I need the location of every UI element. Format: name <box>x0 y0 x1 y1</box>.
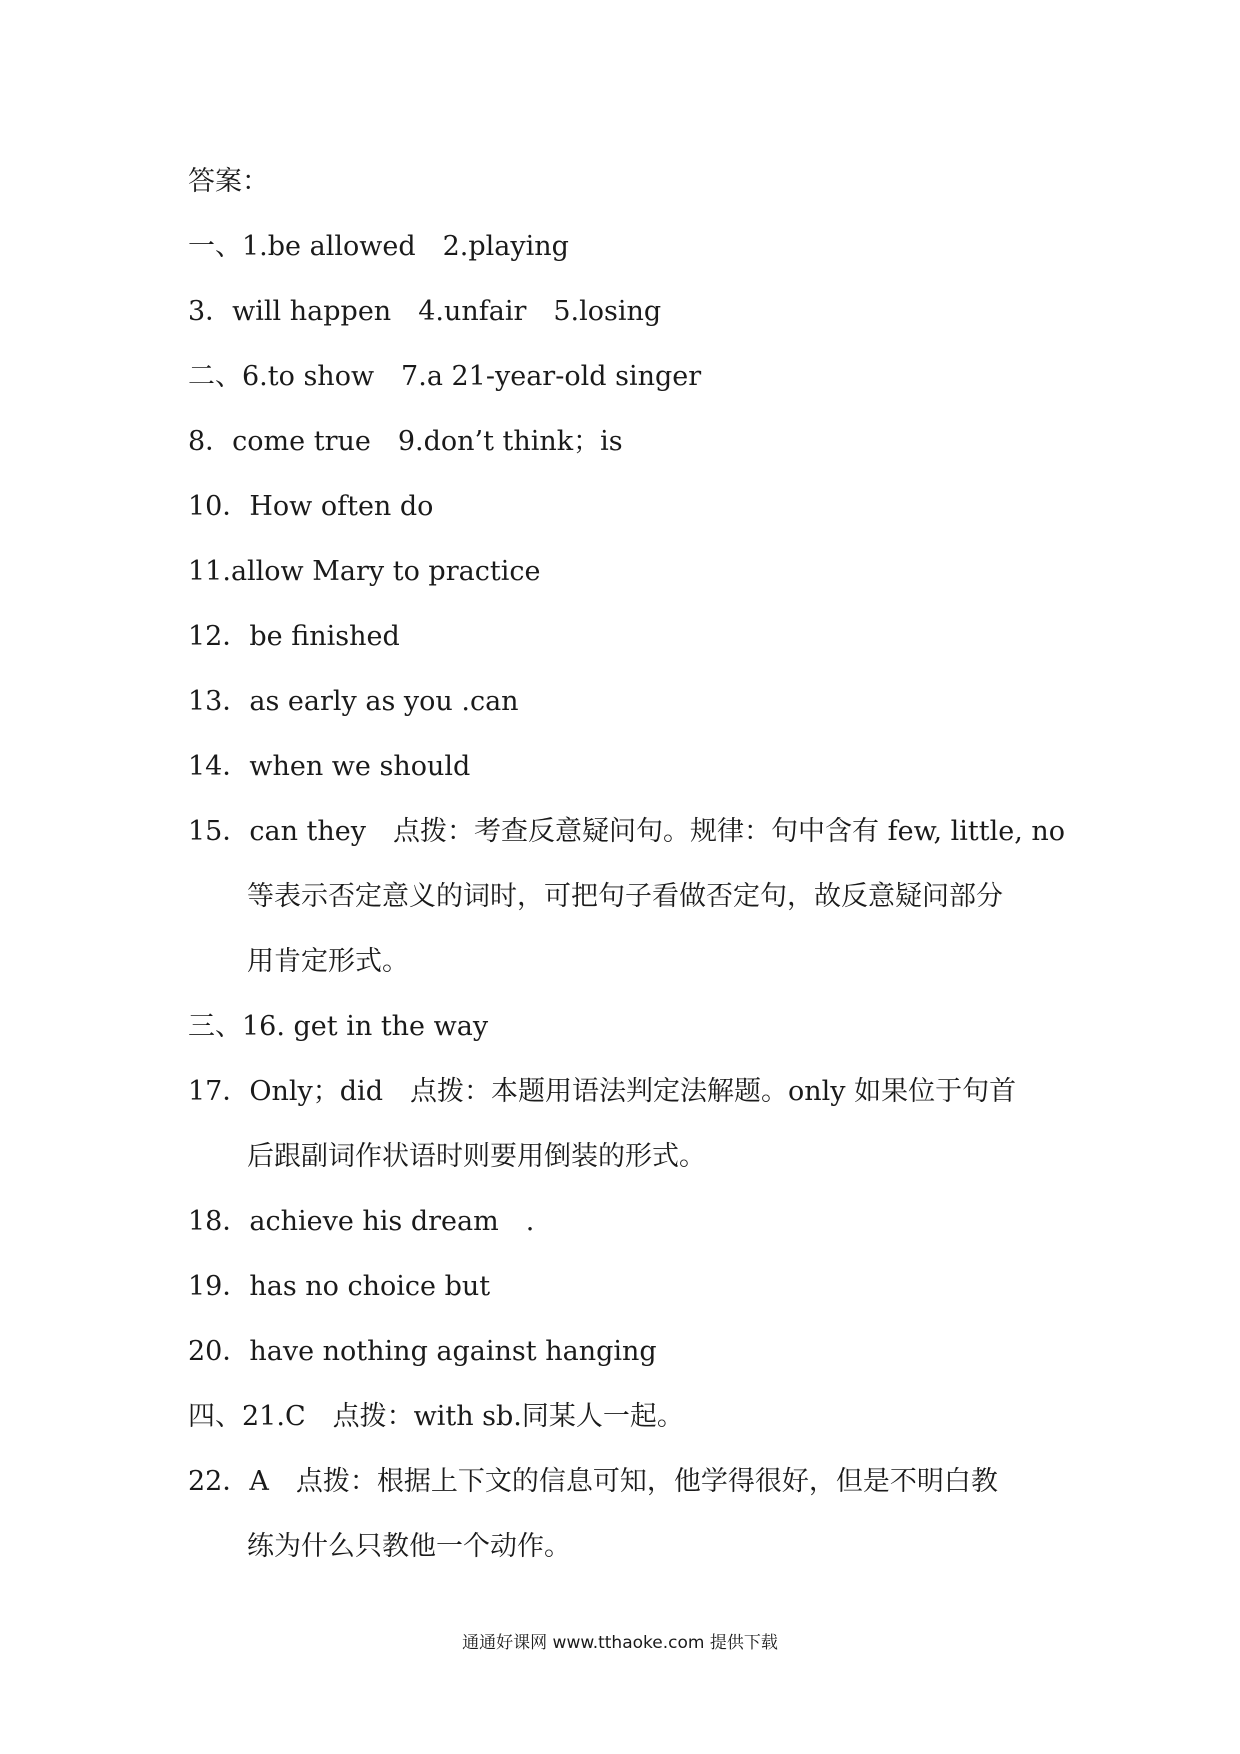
answer-line: 18．achieve his dream . <box>188 1206 535 1237</box>
answer-heading: 答案： <box>188 166 269 197</box>
answer-line: 19．has no choice but <box>188 1271 491 1302</box>
answer-line: 20．have nothing against hanging <box>188 1336 657 1367</box>
answer-line: 11.allow Mary to practice <box>188 556 541 587</box>
answer-line: 一、1.be allowed 2.playing <box>188 231 569 262</box>
answer-line: 22．A 点拨：根据上下文的信息可知，他学得很好，但是不明白教 <box>188 1466 998 1497</box>
answer-line: 12．be finished <box>188 621 400 652</box>
answer-line: 15．can they 点拨：考查反意疑问句。规律：句中含有 few, little, no <box>188 816 1066 847</box>
answer-line: 二、6.to show 7.a 21-year-old singer <box>188 361 702 392</box>
answer-line: 四、21.C 点拨：with sb.同某人一起。 <box>188 1401 684 1432</box>
answer-line: 3．will happen 4.unfair 5.losing <box>188 296 662 327</box>
answer-line-continued: 后跟副词作状语时则要用倒装的形式。 <box>247 1141 706 1172</box>
answer-line-continued: 用肯定形式。 <box>247 946 409 977</box>
answer-line: 17．Only；did 点拨：本题用语法判定法解题。only 如果位于句首 <box>188 1076 1017 1107</box>
answer-line-continued: 练为什么只教他一个动作。 <box>247 1531 571 1562</box>
answer-line: 13．as early as you .can <box>188 686 519 717</box>
answer-line: 8．come true 9.don’t think；is <box>188 426 623 457</box>
answer-line: 10．How often do <box>188 491 434 522</box>
page-footer: 通通好课网 www.tthaoke.com 提供下载 <box>462 1633 778 1653</box>
answer-line: 14．when we should <box>188 751 471 782</box>
answer-line: 三、16. get in the way <box>188 1011 489 1042</box>
answer-line-continued: 等表示否定意义的词时，可把句子看做否定句，故反意疑问部分 <box>247 881 1003 912</box>
